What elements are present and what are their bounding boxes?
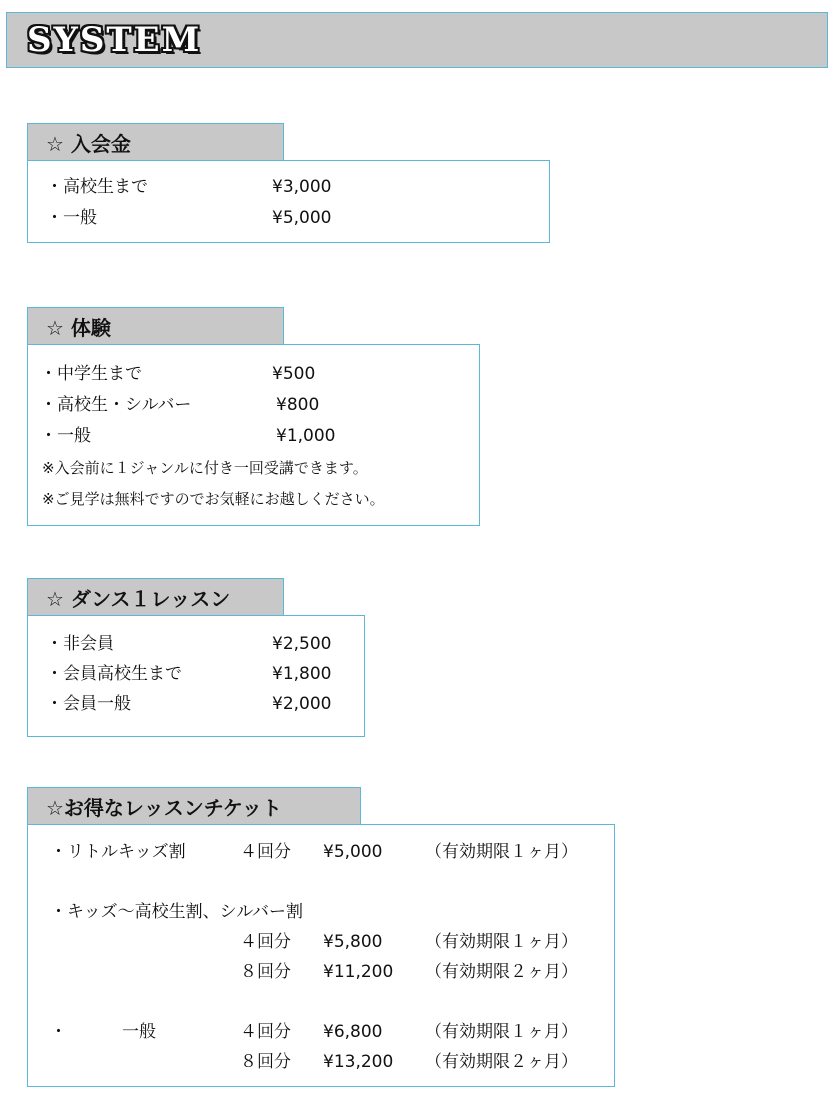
tickets-student-count-2: ８回分 — [240, 962, 291, 982]
trial-box — [27, 344, 480, 526]
tickets-general-price-1: ¥6,800 — [323, 1022, 383, 1042]
trial-label-2: ・高校生・シルバー — [40, 395, 192, 415]
admission-price-2: ¥5,000 — [272, 208, 332, 228]
page-title: SYSTEM — [27, 20, 202, 60]
lesson-label-2: ・会員高校生まで — [46, 664, 182, 684]
tickets-student-label: ・キッズ〜高校生割、シルバー割 — [50, 902, 304, 922]
trial-price-1: ¥500 — [272, 364, 316, 384]
lesson-label-1: ・非会員 — [46, 634, 114, 654]
admission-box — [27, 160, 550, 243]
trial-note-1: ※入会前に１ジャンルに付き一回受講できます。 — [42, 459, 368, 477]
lesson-label-3: ・会員一般 — [46, 694, 131, 714]
lesson-price-3: ¥2,000 — [272, 694, 332, 714]
tickets-general-count-2: ８回分 — [240, 1052, 291, 1072]
tickets-student-price-1: ¥5,800 — [323, 932, 383, 952]
tickets-box — [27, 824, 615, 1087]
trial-price-3: ¥1,000 — [276, 426, 336, 446]
tickets-general-label: 一般 — [122, 1022, 156, 1042]
tickets-student-validity-2: （有効期限２ヶ月） — [425, 962, 578, 982]
lesson-tab: ☆ ダンス１レッスン — [27, 578, 284, 616]
tickets-general-count-1: ４回分 — [240, 1022, 291, 1042]
admission-tab: ☆ 入会金 — [27, 123, 284, 161]
tickets-tab: ☆お得なレッスンチケット — [27, 787, 361, 825]
trial-price-2: ¥800 — [276, 395, 320, 415]
tickets-general-validity-2: （有効期限２ヶ月） — [425, 1052, 578, 1072]
tickets-student-price-2: ¥11,200 — [323, 962, 394, 982]
tickets-kids-validity: （有効期限１ヶ月） — [425, 842, 578, 862]
lesson-price-1: ¥2,500 — [272, 634, 332, 654]
tickets-general-price-2: ¥13,200 — [323, 1052, 394, 1072]
tickets-general-validity-1: （有効期限１ヶ月） — [425, 1022, 578, 1042]
tickets-kids-label: ・リトルキッズ割 — [50, 842, 186, 862]
trial-tab: ☆ 体験 — [27, 307, 284, 345]
trial-note-2: ※ご見学は無料ですのでお気軽にお越しください。 — [42, 490, 385, 508]
tickets-student-validity-1: （有効期限１ヶ月） — [425, 932, 578, 952]
lesson-box — [27, 615, 365, 737]
tickets-general-bullet: ・ — [50, 1022, 67, 1042]
tickets-kids-count: ４回分 — [240, 842, 291, 862]
trial-label-1: ・中学生まで — [40, 364, 142, 384]
header-banner — [6, 12, 828, 68]
tickets-student-count-1: ４回分 — [240, 932, 291, 952]
admission-label-1: ・高校生まで — [46, 177, 148, 197]
trial-label-3: ・一般 — [40, 426, 91, 446]
lesson-price-2: ¥1,800 — [272, 664, 332, 684]
admission-label-2: ・一般 — [46, 208, 97, 228]
tickets-kids-price: ¥5,000 — [323, 842, 383, 862]
admission-price-1: ¥3,000 — [272, 177, 332, 197]
